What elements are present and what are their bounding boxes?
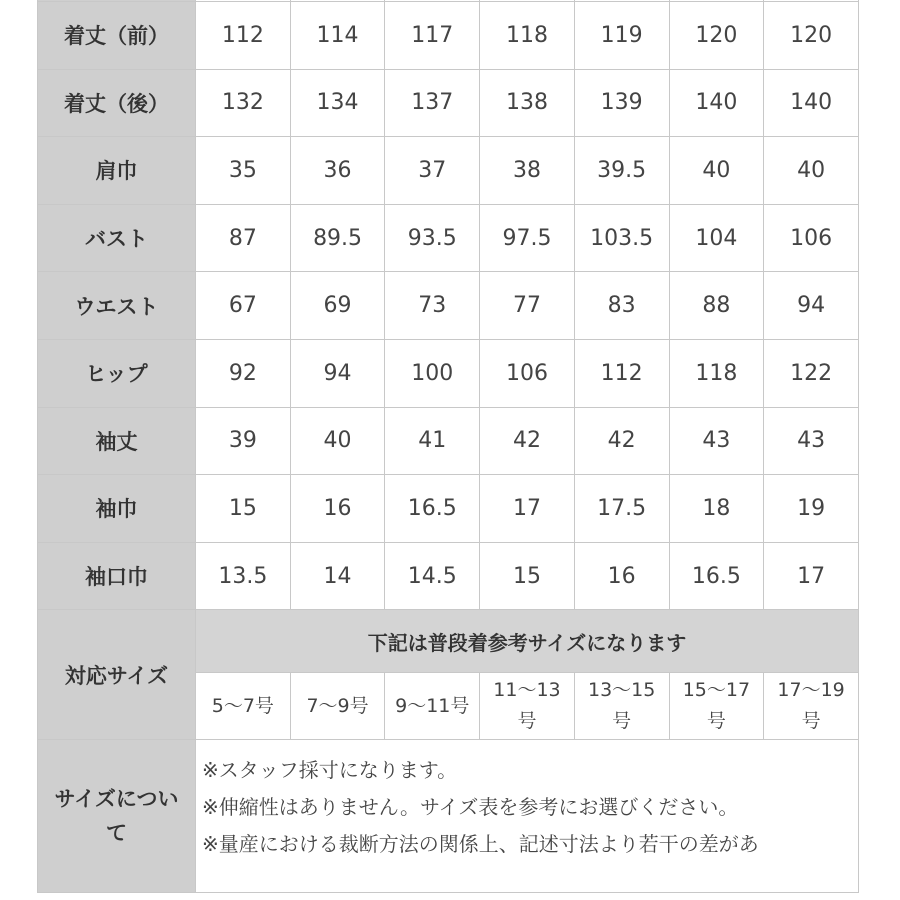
table-cell: 15	[196, 475, 291, 543]
table-cell: 41	[385, 407, 480, 475]
table-cell: 112	[574, 339, 669, 407]
note-line: ※スタッフ採寸になります。	[202, 758, 458, 783]
table-cell: 119	[574, 2, 669, 70]
table-cell: 118	[669, 339, 764, 407]
row-label: 着丈（後）	[38, 69, 196, 137]
table-row	[38, 339, 859, 407]
table-cell: 19	[764, 475, 859, 543]
table-cell: 14	[290, 542, 385, 610]
table-cell: 16.5	[385, 475, 480, 543]
table-cell: 138	[480, 69, 575, 137]
size-line-1: 5〜7号	[211, 694, 274, 717]
notes-label	[38, 740, 196, 893]
size-line-1: 15〜17	[682, 679, 751, 702]
table-cell: 112	[196, 2, 291, 70]
table-cell: 92	[196, 339, 291, 407]
row-label: 袖丈	[38, 407, 196, 475]
table-cell: 120	[764, 2, 859, 70]
table-cell: 104	[669, 204, 764, 272]
table-row	[38, 542, 859, 610]
table-cell: 94	[290, 339, 385, 407]
size-line-1: 13〜15	[587, 679, 656, 702]
table-cell: 40	[764, 137, 859, 205]
table-cell: 132	[196, 69, 291, 137]
table-cell: 106	[480, 339, 575, 407]
table-row	[38, 204, 859, 272]
size-cell	[480, 673, 575, 740]
notes-row	[38, 740, 859, 893]
table-cell: 139	[574, 69, 669, 137]
table-cell: 93.5	[385, 204, 480, 272]
size-line-2: 号	[517, 710, 537, 733]
size-cell	[290, 673, 385, 740]
table-cell: 140	[764, 69, 859, 137]
table-cell: 83	[574, 272, 669, 340]
row-label: ウエスト	[38, 272, 196, 340]
size-label: 対応サイズ	[38, 610, 196, 740]
table-cell: 134	[290, 69, 385, 137]
notes-text	[196, 740, 859, 893]
table-cell: 114	[290, 2, 385, 70]
notes-label-line-1: サイズについ	[54, 787, 179, 812]
row-label: ヒップ	[38, 339, 196, 407]
table-cell: 14.5	[385, 542, 480, 610]
table-cell: 67	[196, 272, 291, 340]
size-line-1: 7〜9号	[306, 694, 369, 717]
table-cell: 39.5	[574, 137, 669, 205]
size-line-2: 号	[706, 710, 726, 733]
table-cell: 89.5	[290, 204, 385, 272]
table-cell: 16	[290, 475, 385, 543]
note-line: ※量産における裁断方法の関係上、記述寸法より若干の差があ	[202, 832, 759, 857]
table-cell: 39	[196, 407, 291, 475]
table-cell: 73	[385, 272, 480, 340]
row-label: 袖巾	[38, 475, 196, 543]
table-cell: 37	[385, 137, 480, 205]
notes-label-line-2: て	[106, 821, 127, 846]
table-row	[38, 475, 859, 543]
table-cell: 40	[290, 407, 385, 475]
table-cell: 18	[669, 475, 764, 543]
size-header-row	[38, 610, 859, 673]
table-cell: 36	[290, 137, 385, 205]
table-cell: 40	[669, 137, 764, 205]
table-cell: 118	[480, 2, 575, 70]
size-cell	[385, 673, 480, 740]
table-cell: 103.5	[574, 204, 669, 272]
table-row	[38, 407, 859, 475]
size-line-1: 9〜11号	[395, 694, 470, 717]
size-cell	[669, 673, 764, 740]
note-line: ※伸縮性はありません。サイズ表を参考にお選びください。	[202, 795, 739, 820]
table-cell: 88	[669, 272, 764, 340]
table-row	[38, 69, 859, 137]
table-cell: 137	[385, 69, 480, 137]
size-chart	[37, 0, 859, 893]
table-cell: 35	[196, 137, 291, 205]
table-cell: 69	[290, 272, 385, 340]
table-cell: 42	[480, 407, 575, 475]
table-cell: 140	[669, 69, 764, 137]
size-line-2: 号	[801, 710, 821, 733]
size-cell	[196, 673, 291, 740]
size-cell	[764, 673, 859, 740]
table-cell: 97.5	[480, 204, 575, 272]
row-label: 肩巾	[38, 137, 196, 205]
table-cell: 17	[480, 475, 575, 543]
row-label: バスト	[38, 204, 196, 272]
size-line-1: 11〜13	[493, 679, 561, 702]
table-row	[38, 137, 859, 205]
table-cell: 94	[764, 272, 859, 340]
row-label: 着丈（前）	[38, 2, 196, 70]
table-cell: 106	[764, 204, 859, 272]
size-header: 下記は普段着参考サイズになります	[196, 610, 859, 673]
table-cell: 43	[669, 407, 764, 475]
table-cell: 42	[574, 407, 669, 475]
table-cell: 13.5	[196, 542, 291, 610]
size-cell	[574, 673, 669, 740]
table-row	[38, 2, 859, 70]
row-label: 袖口巾	[38, 542, 196, 610]
size-table	[37, 0, 859, 893]
table-cell: 117	[385, 2, 480, 70]
table-row	[38, 272, 859, 340]
table-cell: 43	[764, 407, 859, 475]
table-cell: 17	[764, 542, 859, 610]
size-line-1: 17〜19	[777, 679, 845, 702]
table-cell: 16	[574, 542, 669, 610]
table-cell: 122	[764, 339, 859, 407]
table-cell: 17.5	[574, 475, 669, 543]
table-cell: 77	[480, 272, 575, 340]
table-cell: 16.5	[669, 542, 764, 610]
table-cell: 87	[196, 204, 291, 272]
table-cell: 15	[480, 542, 575, 610]
size-line-2: 号	[612, 710, 632, 733]
table-cell: 38	[480, 137, 575, 205]
table-cell: 100	[385, 339, 480, 407]
table-cell: 120	[669, 2, 764, 70]
